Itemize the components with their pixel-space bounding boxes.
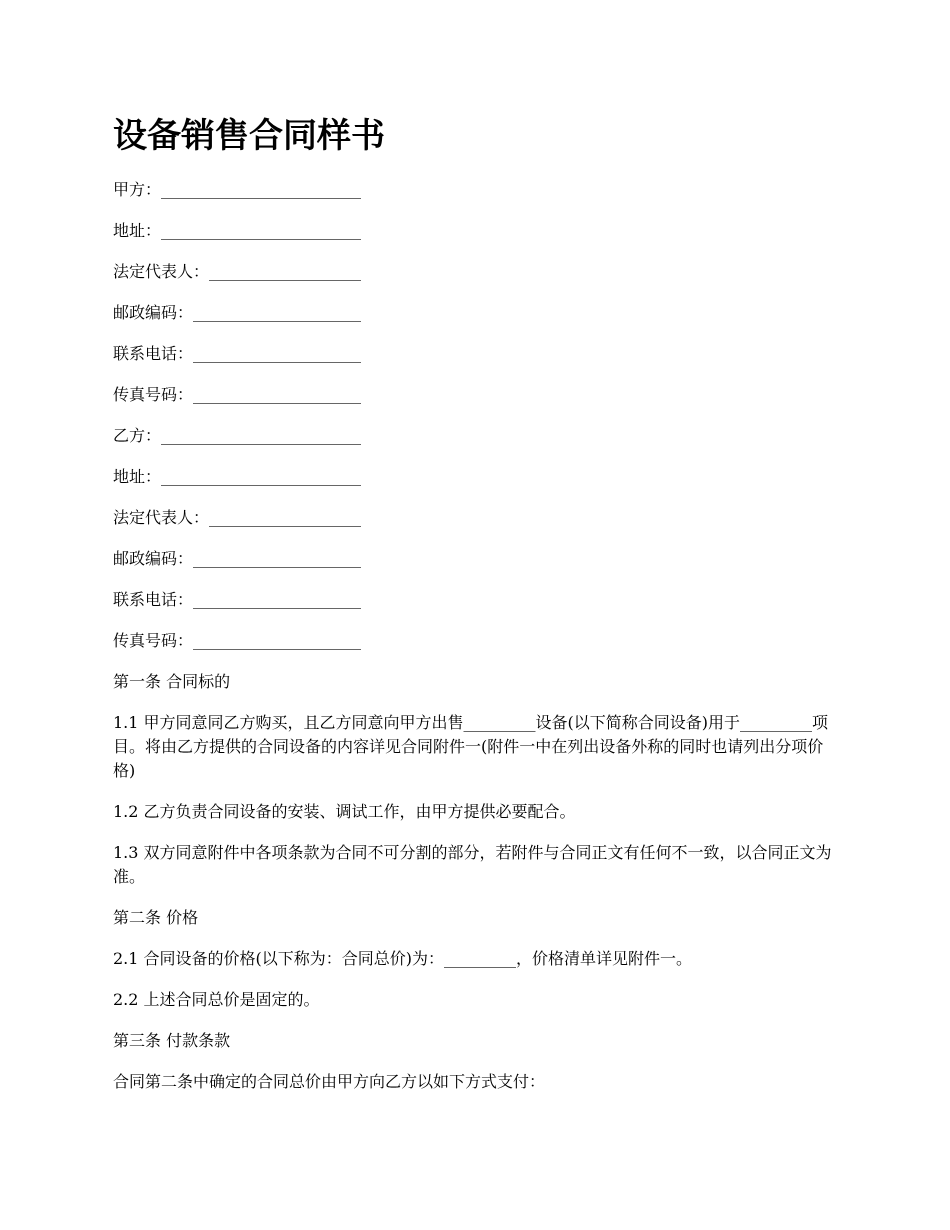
article-1-heading: 第一条 合同标的	[113, 672, 231, 691]
clause-1-1: 1.1 甲方同意同乙方购买，且乙方同意向甲方出售_________设备(以下简称合同设备)用于_________项目。将由乙方提供的合同设备的内容详见合同附件一(附件一中在列出设备外称的同时也请列出分项价格)	[113, 713, 829, 780]
document-title: 设备销售合同样书	[113, 116, 385, 156]
party-b-fax-field: 传真号码：_____________________	[113, 631, 362, 650]
article-2-heading: 第二条 价格	[113, 908, 199, 927]
party-a-fax-field: 传真号码：_____________________	[113, 385, 362, 404]
article-3-intro: 合同第二条中确定的合同总价由甲方向乙方以如下方式支付：	[113, 1072, 546, 1091]
party-a-postal-code-field: 邮政编码：_____________________	[113, 303, 362, 322]
party-b-name-field: 乙方：_________________________	[113, 426, 362, 445]
party-a-legal-rep-field: 法定代表人：___________________	[113, 262, 362, 281]
clause-1-3: 1.3 双方同意附件中各项条款为合同不可分割的部分，若附件与合同正文有任何不一致，以合同正文为准。	[113, 843, 832, 886]
party-b-address-field: 地址：_________________________	[113, 467, 362, 486]
party-a-address-field: 地址：_________________________	[113, 221, 362, 240]
document-body	[113, 178, 843, 1111]
party-b-postal-code-field: 邮政编码：_____________________	[113, 549, 362, 568]
party-b-legal-rep-field: 法定代表人：___________________	[113, 508, 362, 527]
clause-2-2: 2.2 上述合同总价是固定的。	[113, 990, 320, 1009]
clause-2-1: 2.1 合同设备的价格(以下称为：合同总价)为：_________，价格清单详见附件一。	[113, 949, 693, 968]
party-a-name-field: 甲方：_________________________	[113, 180, 362, 199]
party-a-phone-field: 联系电话：_____________________	[113, 344, 362, 363]
article-3-heading: 第三条 付款条款	[113, 1031, 231, 1050]
clause-1-2: 1.2 乙方负责合同设备的安装、调试工作，由甲方提供必要配合。	[113, 802, 576, 821]
party-b-phone-field: 联系电话：_____________________	[113, 590, 362, 609]
